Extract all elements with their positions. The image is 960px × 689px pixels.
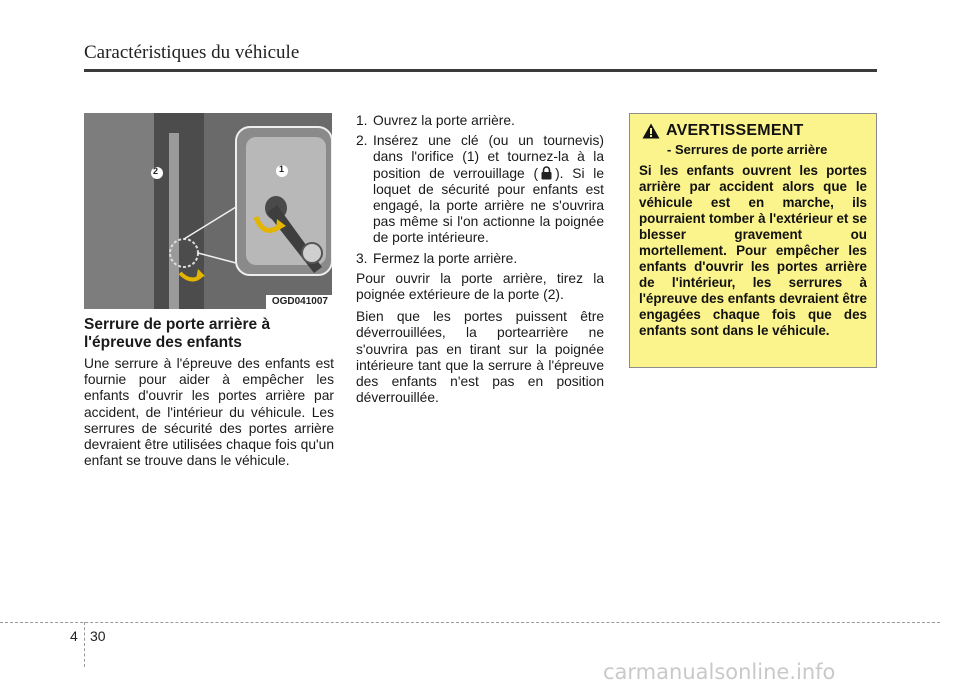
- section-title: Serrure de porte arrière à l'épreuve des enfants: [84, 316, 271, 351]
- step-2-text-before: Insérez une clé (ou un tournevis) dans l'orifice (1) et tournez-la à la position de verrouillage (: [373, 133, 604, 181]
- footer-rule: [0, 622, 940, 623]
- warning-body: Si les enfants ouvrent les portes arrière par accident alors que le véhicule est en marche, ils pourraient tomber à l'extérieur et se blesser gravement ou mortellement. Pour empêcher les enfants d'ouvrir les portes arrière de l'intérieur, les serrures à l'épreuve des enfants devraient être engagées chaque fois que des enfants sont dans le véhicule.: [639, 163, 867, 338]
- door-illustration-svg: [84, 113, 332, 309]
- middle-column: [356, 113, 604, 406]
- step-number: 1.: [356, 113, 368, 128]
- left-column: [84, 356, 334, 469]
- warning-triangle-icon: [642, 123, 660, 139]
- step-2: [356, 133, 604, 246]
- step-text: [373, 133, 604, 246]
- step-text: Ouvrez la porte arrière.: [373, 113, 515, 128]
- chapter-number: 4: [70, 628, 78, 644]
- warning-header: [642, 122, 867, 140]
- callout-1-label: 1: [279, 164, 285, 174]
- step-text: Fermez la porte arrière.: [373, 250, 518, 266]
- header-rule: [84, 69, 877, 72]
- step-3: [356, 251, 604, 267]
- step-2-text-after: ). Si le loquet de sécurité pour enfants est engagé, la porte arrière ne s'ouvrira pas même si l'on actionne la poignée de porte intérieure.: [373, 165, 604, 246]
- step-number: 3.: [356, 250, 368, 266]
- door-lock-illustration: [84, 113, 332, 309]
- warning-box: [629, 113, 877, 368]
- callout-2-label: 2: [153, 166, 159, 176]
- page-number: 30: [90, 628, 106, 644]
- step-number: 2.: [356, 133, 368, 149]
- paragraph-inner-handle: Bien que les portes puissent être déverrouillées, la portearrière ne s'ouvrira pas en tirant sur la poignée intérieure tant que la serrure à l'épreuve des enfants n'est pas en position déverrouillée.: [356, 309, 604, 406]
- page-header-title: Caractéristiques du véhicule: [84, 42, 300, 63]
- warning-title: AVERTISSEMENT: [666, 122, 804, 139]
- warning-subtitle: - Serrures de porte arrière: [667, 142, 828, 157]
- paragraph-outer-handle: Pour ouvrir la porte arrière, tirez la poignée extérieure de la porte (2).: [356, 270, 604, 303]
- figure-code: OGD041007: [266, 295, 332, 309]
- step-1: [356, 113, 604, 129]
- lock-icon: [540, 166, 553, 180]
- footer-divider: [84, 622, 85, 667]
- watermark: carmanualsonline.info: [603, 660, 836, 684]
- section-body: Une serrure à l'épreuve des enfants est fournie pour aider à empêcher les enfants d'ouvrir les portes arrière par accident, de l'intérieur du véhicule. Les serrures de sécurité des portes arrière devraient être utilisées chaque fois qu'un enfant se trouve dans le véhicule.: [84, 356, 334, 469]
